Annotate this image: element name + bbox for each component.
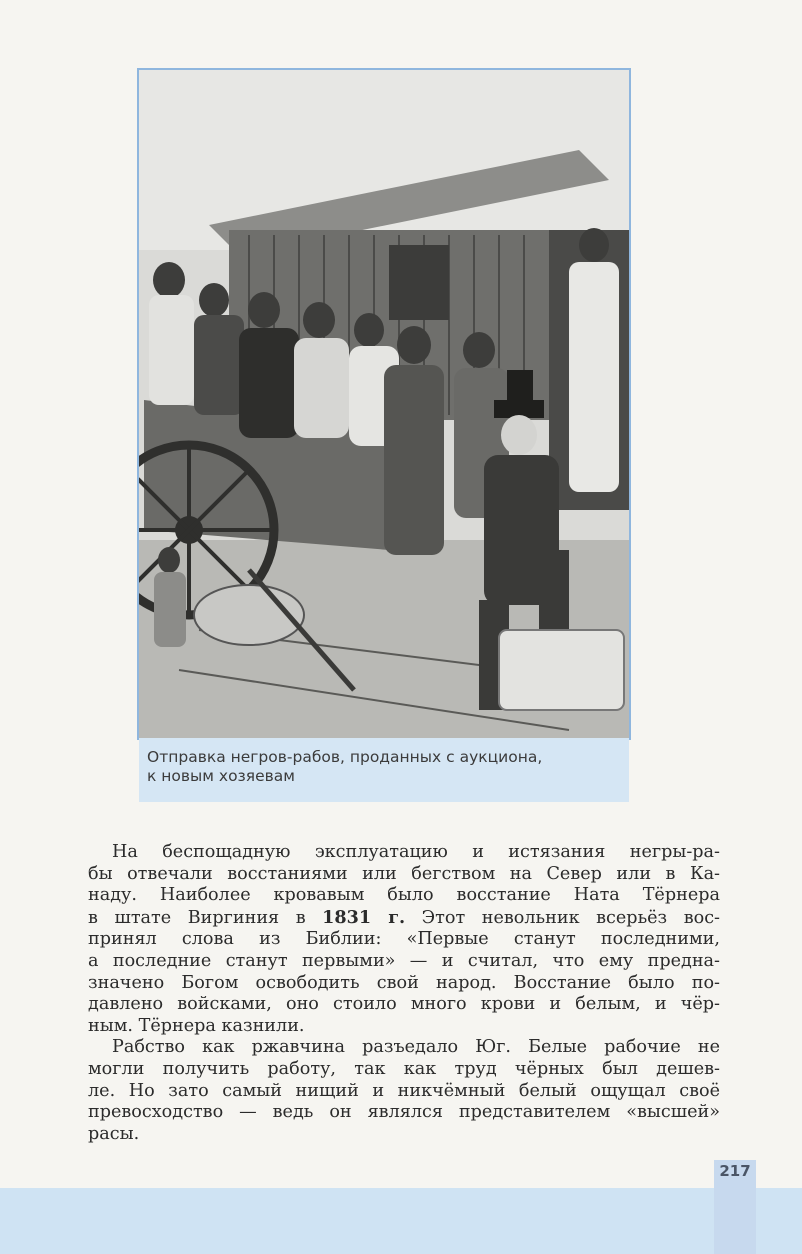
text-line: наду. Наиболее кровавым было восстание Ната Тёрнера [88, 885, 720, 906]
text-line: бы отвечали восстаниями или бегством на Север или в Ка- [88, 863, 720, 884]
text-line: На беспощадную эксплуатацию и истязания негры-ра- [112, 842, 720, 862]
year-1831: 1831 г. [322, 906, 406, 928]
text-fragment: Этот невольник всерьёз вос- [405, 907, 721, 928]
slave-transport-engraving [139, 70, 629, 738]
engraving-illustration [137, 68, 631, 740]
paragraph-2 [88, 1037, 720, 1145]
text-line: могли получить работу, так как труд чёрных был дешев- [88, 1058, 720, 1079]
text-line: принял слова из Библии: «Первые станут последними, [88, 929, 720, 950]
page-footer-band [0, 1188, 802, 1254]
page-number: 217 [719, 1162, 751, 1180]
text-line: ле. Но зато самый нищий и никчёмный белый ощущал своё [88, 1080, 720, 1101]
text-line: Рабство как ржавчина разъедало Юг. Белые рабочие не [112, 1037, 720, 1058]
text-line: а последние станут первыми» — и считал, что ему предна- [88, 950, 720, 971]
text-fragment: в штате Виргиния в [88, 907, 323, 928]
body-text [88, 842, 720, 1145]
figure-caption [139, 738, 629, 802]
text-line: давлено войсками, оно стоило много крови и белым, и чёр- [88, 994, 720, 1015]
caption-line-2: к новым хозяевам [147, 767, 295, 785]
paragraph-1 [88, 842, 720, 1037]
caption-line-1: Отправка негров-рабов, проданных с аукциона, [147, 748, 543, 766]
text-line: превосходство — ведь он являлся представителем «высшей» [88, 1102, 720, 1123]
text-line: расы. [88, 1123, 140, 1144]
text-line [88, 907, 720, 930]
text-line: ным. Тёрнера казнили. [88, 1015, 305, 1036]
text-line: значено Богом освободить свой народ. Восстание было по- [88, 972, 720, 993]
